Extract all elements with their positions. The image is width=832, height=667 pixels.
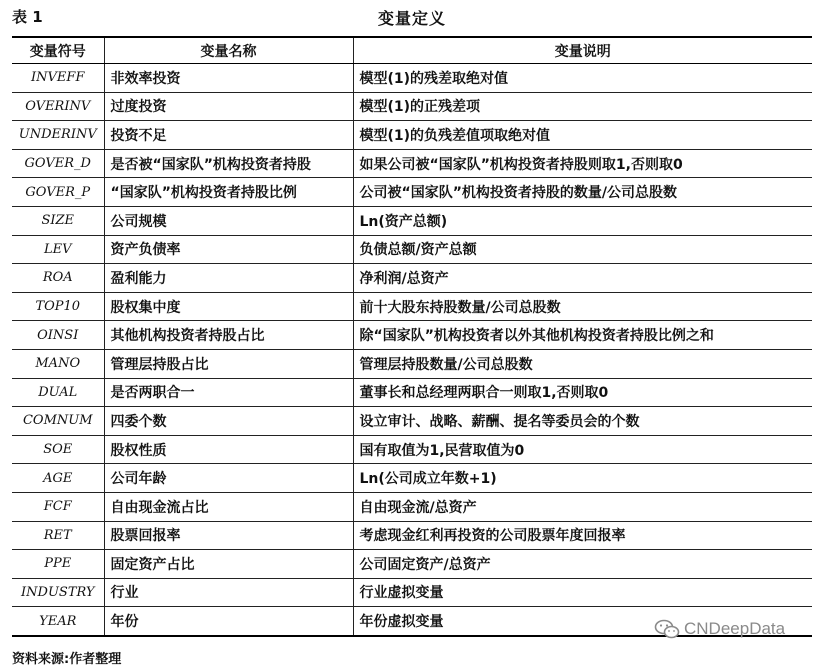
- table-row: [12, 407, 812, 436]
- cell-symbol: GOVER_P: [12, 178, 104, 207]
- cell-name: 股票回报率: [104, 521, 353, 550]
- cell-symbol: LEV: [12, 235, 104, 264]
- source-note: 资料来源:作者整理: [12, 652, 122, 667]
- variable-definition-table: [12, 36, 812, 637]
- cell-symbol: DUAL: [12, 378, 104, 407]
- cell-symbol: SOE: [12, 435, 104, 464]
- cell-description: 模型(1)的负残差值项取绝对值: [353, 121, 812, 150]
- cell-name: 年份: [104, 607, 353, 636]
- cell-name: 公司规模: [104, 206, 353, 235]
- cell-name: 管理层持股占比: [104, 349, 353, 378]
- table-row: [12, 64, 812, 93]
- cell-name: 固定资产占比: [104, 550, 353, 579]
- cell-name: 是否被“国家队”机构投资者持股: [104, 149, 353, 178]
- cell-description: 行业虚拟变量: [353, 578, 812, 607]
- cell-name: 股权集中度: [104, 292, 353, 321]
- cell-name: 行业: [104, 578, 353, 607]
- cell-symbol: INDUSTRY: [12, 578, 104, 607]
- cell-description: 前十大股东持股数量/公司总股数: [353, 292, 812, 321]
- header-description: 变量说明: [353, 37, 812, 64]
- cell-name: 自由现金流占比: [104, 492, 353, 521]
- cell-symbol: RET: [12, 521, 104, 550]
- cell-description: 负债总额/资产总额: [353, 235, 812, 264]
- cell-description: 如果公司被“国家队”机构投资者持股则取1,否则取0: [353, 149, 812, 178]
- cell-symbol: OVERINV: [12, 92, 104, 121]
- cell-description: 模型(1)的残差取绝对值: [353, 64, 812, 93]
- table-row: [12, 492, 812, 521]
- watermark: [654, 619, 785, 639]
- cell-symbol: SIZE: [12, 206, 104, 235]
- table-row: [12, 321, 812, 350]
- cell-description: 设立审计、战略、薪酬、提名等委员会的个数: [353, 407, 812, 436]
- cell-symbol: AGE: [12, 464, 104, 493]
- table-number: 表 1: [12, 8, 43, 26]
- cell-name: 非效率投资: [104, 64, 353, 93]
- cell-description: Ln(公司成立年数+1): [353, 464, 812, 493]
- table-row: [12, 521, 812, 550]
- cell-name: 盈利能力: [104, 264, 353, 293]
- cell-symbol: PPE: [12, 550, 104, 579]
- cell-symbol: FCF: [12, 492, 104, 521]
- cell-name: 投资不足: [104, 121, 353, 150]
- cell-description: 模型(1)的正残差项: [353, 92, 812, 121]
- cell-name: 资产负债率: [104, 235, 353, 264]
- table-header-row: [12, 37, 812, 64]
- table-row: [12, 550, 812, 579]
- cell-symbol: TOP10: [12, 292, 104, 321]
- cell-symbol: ROA: [12, 264, 104, 293]
- table-row: [12, 464, 812, 493]
- table-row: [12, 264, 812, 293]
- watermark-text: CNDeepData: [684, 619, 786, 638]
- table-caption: [12, 4, 812, 30]
- header-name: 变量名称: [104, 37, 353, 64]
- table-row: [12, 349, 812, 378]
- cell-symbol: MANO: [12, 349, 104, 378]
- table-title: 变量定义: [377, 9, 446, 28]
- cell-description: 董事长和总经理两职合一则取1,否则取0: [353, 378, 812, 407]
- cell-description: 国有取值为1,民营取值为0: [353, 435, 812, 464]
- cell-symbol: INVEFF: [12, 64, 104, 93]
- cell-description: Ln(资产总额): [353, 206, 812, 235]
- header-symbol: 变量符号: [12, 37, 104, 64]
- cell-description: 除“国家队”机构投资者以外其他机构投资者持股比例之和: [353, 321, 812, 350]
- cell-symbol: UNDERINV: [12, 121, 104, 150]
- table-row: [12, 121, 812, 150]
- cell-description: 自由现金流/总资产: [353, 492, 812, 521]
- table-row: [12, 378, 812, 407]
- cell-name: 四委个数: [104, 407, 353, 436]
- cell-description: 公司被“国家队”机构投资者持股的数量/公司总股数: [353, 178, 812, 207]
- cell-symbol: OINSI: [12, 321, 104, 350]
- cell-description: 公司固定资产/总资产: [353, 550, 812, 579]
- cell-symbol: COMNUM: [12, 407, 104, 436]
- cell-description: 管理层持股数量/公司总股数: [353, 349, 812, 378]
- wechat-icon: [654, 619, 680, 639]
- cell-name: 股权性质: [104, 435, 353, 464]
- cell-name: 其他机构投资者持股占比: [104, 321, 353, 350]
- cell-name: “国家队”机构投资者持股比例: [104, 178, 353, 207]
- table-row: [12, 578, 812, 607]
- table-row: [12, 292, 812, 321]
- table-row: [12, 92, 812, 121]
- cell-symbol: GOVER_D: [12, 149, 104, 178]
- cell-name: 是否两职合一: [104, 378, 353, 407]
- cell-name: 公司年龄: [104, 464, 353, 493]
- cell-description: 净利润/总资产: [353, 264, 812, 293]
- table-row: [12, 149, 812, 178]
- cell-description: 年份虚拟变量: [353, 607, 812, 636]
- table-row: [12, 435, 812, 464]
- table-row: [12, 235, 812, 264]
- table-row: [12, 178, 812, 207]
- cell-symbol: YEAR: [12, 607, 104, 636]
- table-row: [12, 206, 812, 235]
- cell-description: 考虑现金红利再投资的公司股票年度回报率: [353, 521, 812, 550]
- cell-name: 过度投资: [104, 92, 353, 121]
